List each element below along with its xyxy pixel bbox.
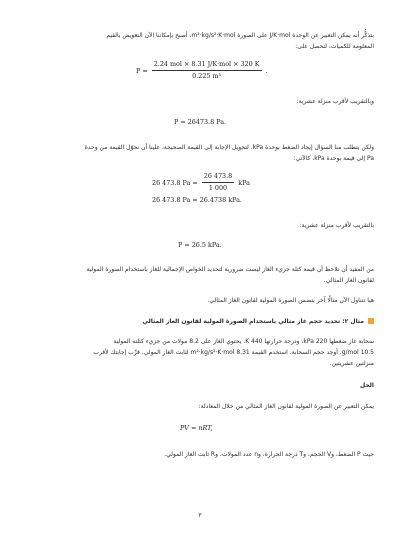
- eq3-unit: kPa: [238, 178, 250, 187]
- intro-line-1: بتذكُّر أنه يمكن التعبير عن الوحدة J/K·mol على الصورة m²·kg/s²·K·mol، أصبح بإمكاننا الآن التعويض بالقيم: [106, 32, 374, 39]
- rounding-note-2: بالتقريب لأقرب منزلة عشرية:: [299, 222, 374, 229]
- example-heading: [22, 318, 374, 327]
- observation-line-2: لقانون الغاز المثالي.: [323, 277, 374, 284]
- eq3-lhs: 26 473.8 Pa =: [152, 178, 198, 187]
- equation-kpa-result: 26 473.8 Pa = 26.4738 kPa.: [152, 196, 242, 204]
- observation-line-1: من المفيد أن نلاحظ أن قيمة كتلة جزيء الغاز ليست ضرورية لتحديد الخواص الإجمالية للغاز باستخدام الصورة المولية: [86, 266, 374, 273]
- intro-line-2: المعلومة للكميات، لنحصل على:: [295, 43, 374, 50]
- example-line-3: منزلتين عشريتين.: [329, 360, 374, 367]
- eq1-tail: .: [265, 66, 268, 75]
- example-line-1: سحابة غاز ضغطها 220 kPa، ودرجة حرارتها 440 K. يحتوي الغاز على 8.2 مولات من جزيء كتلته المولية: [113, 338, 374, 345]
- eq3-fraction: [202, 172, 234, 194]
- conversion-line-2: Pa إلى قيمة بوحدة kPa، كالآتي:: [293, 155, 374, 162]
- equation-conversion: [152, 172, 250, 194]
- eq1-lhs: P =: [136, 66, 148, 75]
- solution-line-1: يمكن التعبير عن الصورة المولية لقانون الغاز المثالي من خلال المعادلة:: [198, 403, 374, 410]
- solution-heading: الحل: [360, 382, 374, 389]
- transition-text: هيا نتناول الآن مثالًا آخر يتضمن الصورة المولية لقانون الغاز المثالي.: [207, 297, 374, 304]
- equation-ideal-gas-law: PV = nRT,: [180, 424, 213, 432]
- example-heading-text: مثال ٢: تحديد حجم غاز مثالي باستخدام الصورة المولية لقانون الغاز المثالي: [142, 318, 364, 325]
- square-bullet-icon: [368, 318, 374, 324]
- solution-line-2: حيث P الضغط، وV الحجم، وT درجة الحرارة، وn عدد المولات، وR ثابت الغاز المولي.: [164, 451, 374, 458]
- eq3-denominator: 1 000: [208, 184, 228, 193]
- equation-final-pressure: P = 26.5 kPa.: [178, 241, 222, 249]
- eq1-fraction: [152, 60, 262, 82]
- equation-pressure-result: P = 26473.8 Pa.: [174, 118, 227, 126]
- conversion-line-1: ولكن يتطلب منا السؤال إيجاد الضغط بوحدة kPa. لتحويل الإجابة إلى القيمة الصحيحة، علينا أن نحوّل القيمة من وحدة: [84, 144, 374, 151]
- rounding-note-1: وبالتقريب لأقرب منزلة عشرية:: [296, 98, 374, 105]
- eq1-numerator: 2.24 mol × 8.31 J/K·mol × 320 K: [152, 60, 262, 71]
- eq3-numerator: 26 473.8: [202, 172, 234, 183]
- eq1-denominator: 0.225 m³: [192, 72, 222, 81]
- example-line-2: 10.5 g/mol. أوجد حجم السحابة. استخدم القيمة 8.31 m²·kg/s²·K·mol لثابت الغاز المولي. قرِّب إجابتك لأقرب: [93, 349, 374, 356]
- equation-pressure-substitution: [136, 60, 268, 82]
- page-number: ٣: [198, 512, 202, 519]
